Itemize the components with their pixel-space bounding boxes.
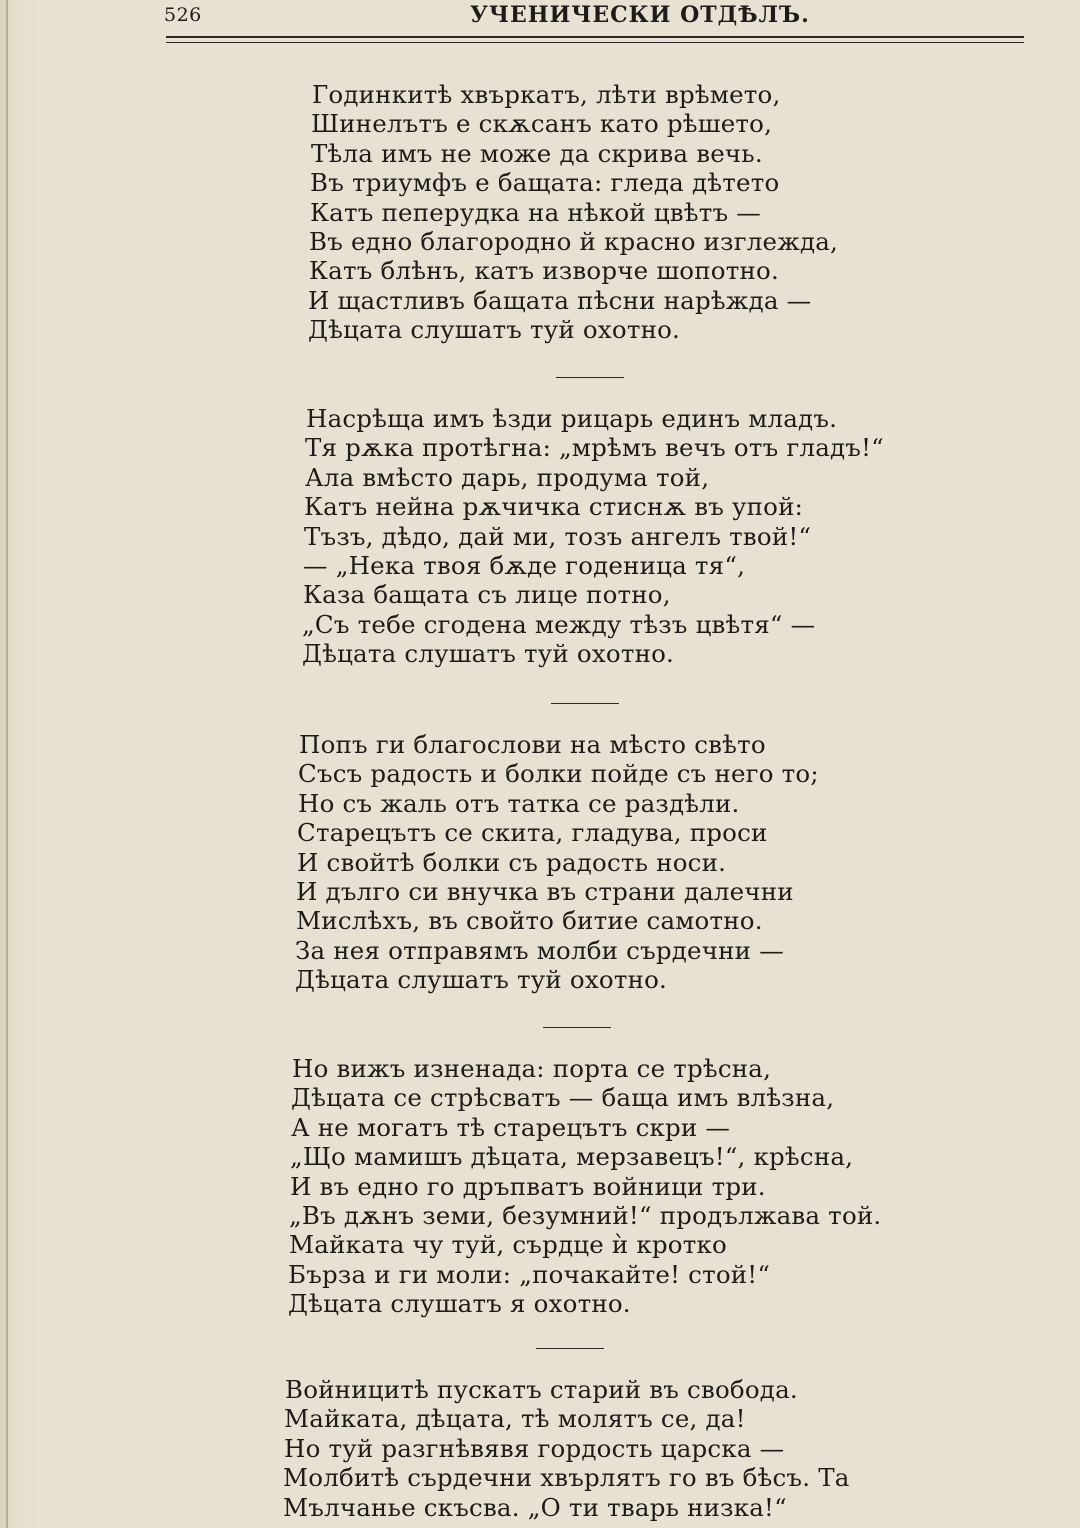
verse-line: Но туй разгнѣвявя гордость царска — <box>284 1433 785 1463</box>
page-number: 526 <box>164 4 202 26</box>
stanza-divider <box>536 1348 604 1349</box>
verse-line: Дѣцата слушатъ туй охотно. <box>308 315 681 345</box>
verse-line: За нея отправямъ молби сърдечни — <box>295 935 784 965</box>
verse-line: Катъ пеперудка на нѣкой цвѣтъ — <box>310 197 762 227</box>
verse-line: И дълго си внучка въ страни далечни <box>296 876 794 906</box>
verse-line: Старецътъ се скита, гладува, проси <box>297 818 768 848</box>
page-gutter-edge <box>6 0 8 1528</box>
verse-line: Шинелътъ е скѫсанъ като рѣшето, <box>311 109 773 139</box>
verse-line: Бърза и ги моли: „почакайте! стой!“ <box>288 1259 771 1289</box>
verse-line: Мълчанье скъсва. „О ти тварь низка!“ <box>283 1492 787 1522</box>
stanza-divider <box>543 1027 611 1028</box>
poem-stanza-4 <box>288 1054 882 1319</box>
poem-stanza-1 <box>308 80 839 345</box>
verse-line: Майката чу туй, сърдце ѝ кротко <box>289 1230 727 1260</box>
header-rule-thick <box>166 36 1024 38</box>
verse-line: И въ едно го дръпватъ войници три. <box>290 1171 766 1201</box>
verse-line: Съсъ радость и болки пойде съ него то; <box>298 759 819 789</box>
stanza-divider <box>556 377 624 378</box>
header-rule-thin <box>166 42 1024 43</box>
verse-line: И щастливъ бащата пѣсни нарѣжда — <box>308 285 812 315</box>
verse-line: Дѣцата слушатъ туй охотно. <box>295 965 668 995</box>
verse-line: Тя рѫка протѣгна: „мрѣмъ вечъ отъ гладъ!“ <box>305 433 884 463</box>
stanza-divider <box>551 703 619 704</box>
verse-line: Попъ ги благослови на мѣсто свѣто <box>299 730 766 759</box>
running-head: УЧЕНИЧЕСКИ ОТДѢЛЪ. <box>470 2 810 28</box>
verse-line: Войницитѣ пускатъ старий въ свобода. <box>285 1375 798 1404</box>
verse-line: Дѣцата се стрѣсватъ — баща имъ влѣзна, <box>291 1083 835 1113</box>
verse-line: А не могатъ тѣ старецътъ скри — <box>291 1112 731 1142</box>
verse-line: „Съ тебе сгодена между тѣзъ цвѣтя“ — <box>302 609 816 639</box>
verse-line: Но съ жаль отъ татка се раздѣли. <box>298 788 740 818</box>
verse-line: „Що мамишъ дѣцата, мерзавецъ!“, крѣсна, <box>290 1142 854 1172</box>
verse-line: Катъ нейна рѫчичка стиснѫ въ упой: <box>304 492 804 522</box>
verse-line: Тъзъ, дѣдо, дай ми, тозъ ангелъ твой!“ <box>304 521 812 551</box>
poem-stanza-2 <box>302 404 884 669</box>
verse-line: Мислѣхъ, въ свойто битие самотно. <box>296 906 763 936</box>
verse-line: И свойтѣ болки съ радость носи. <box>297 847 727 877</box>
verse-line: Майката, дѣцата, тѣ молятъ се, да! <box>284 1404 746 1434</box>
verse-line: Въ едно благородно й красно изглежда, <box>309 226 839 256</box>
verse-line: Но вижъ изненада: порта се трѣсна, <box>292 1054 772 1083</box>
verse-line: Насрѣща имъ ѣзди рицарь единъ младъ. <box>306 404 838 433</box>
verse-line: Катъ блѣнъ, катъ изворче шопотно. <box>309 256 779 286</box>
verse-line: — „Нека твоя бѫде годеница тя“, <box>303 550 746 580</box>
verse-line: Ала вмѣсто дарь, продума той, <box>305 462 710 492</box>
verse-line: Въ триумфъ е бащата: гледа дѣтето <box>310 168 780 198</box>
verse-line: Дѣцата слушатъ туй охотно. <box>302 639 675 669</box>
verse-line: Дѣцата слушатъ я охотно. <box>288 1289 631 1319</box>
verse-line: Молбитѣ сърдечни хвърлятъ го въ бѣсъ. Та <box>283 1463 850 1493</box>
verse-line: Каза бащата съ лице потно, <box>303 580 671 610</box>
verse-line: Тѣла имъ не може да скрива вечь. <box>311 138 763 168</box>
verse-line: „Въ дѫнъ земи, безумний!“ продължава той. <box>289 1200 882 1230</box>
poem-stanza-5 <box>285 1375 850 1522</box>
poem-stanza-3 <box>295 730 819 995</box>
verse-line: Годинкитѣ хвъркатъ, лѣти врѣмето, <box>312 80 781 109</box>
